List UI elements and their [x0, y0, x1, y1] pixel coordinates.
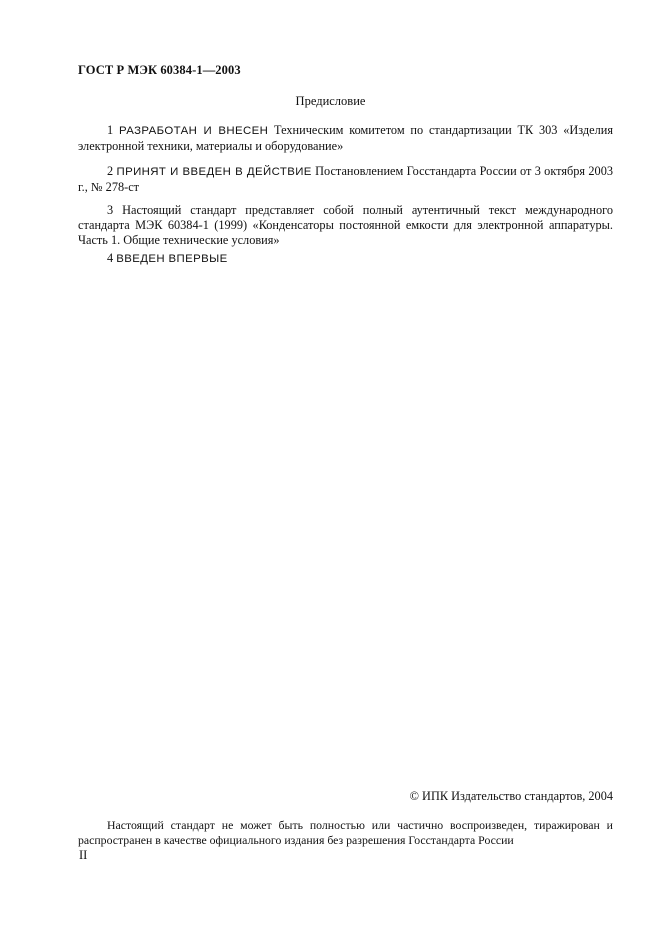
item-caps-heading: ВВЕДЕН ВПЕРВЫЕ: [116, 253, 228, 265]
item-number: 2: [107, 164, 114, 178]
document-code: ГОСТ Р МЭК 60384-1—2003: [78, 63, 241, 77]
item-text: Техническим комитетом по стандартизации ТК 303 «Изделия электронной техники, материалы и оборудование»: [78, 123, 613, 153]
item-caps-heading: ПРИНЯТ И ВВЕДЕН В ДЕЙСТВИЕ: [116, 166, 312, 178]
preface-item-1: [78, 123, 613, 154]
preface-item-3: [78, 203, 613, 248]
item-number: 3: [107, 203, 114, 217]
item-number: 1: [107, 123, 114, 137]
preface-item-4: [78, 251, 613, 267]
item-text: Постановлением Госстандарта России от 3 октября 2003 г., № 278-ст: [78, 164, 613, 194]
copyright-line: © ИПК Издательство стандартов, 2004: [409, 789, 613, 803]
preface-title: Предисловие: [295, 94, 366, 108]
reproduction-notice: Настоящий стандарт не может быть полностью или частично воспроизведен, тиражирован и распространен в качестве официального издания без разрешения Госстандарта России: [78, 818, 613, 847]
page-number: II: [79, 848, 88, 862]
item-text: Настоящий стандарт представляет собой полный аутентичный текст международного стандарта МЭК 60384-1 (1999) «Конденсаторы постоянной емкости для электронной аппаратуры. Часть 1. Общие технические условия»: [78, 203, 613, 247]
item-number: 4: [107, 251, 114, 265]
item-caps-heading: РАЗРАБОТАН И ВНЕСЕН: [118, 125, 269, 137]
preface-item-2: [78, 164, 613, 195]
